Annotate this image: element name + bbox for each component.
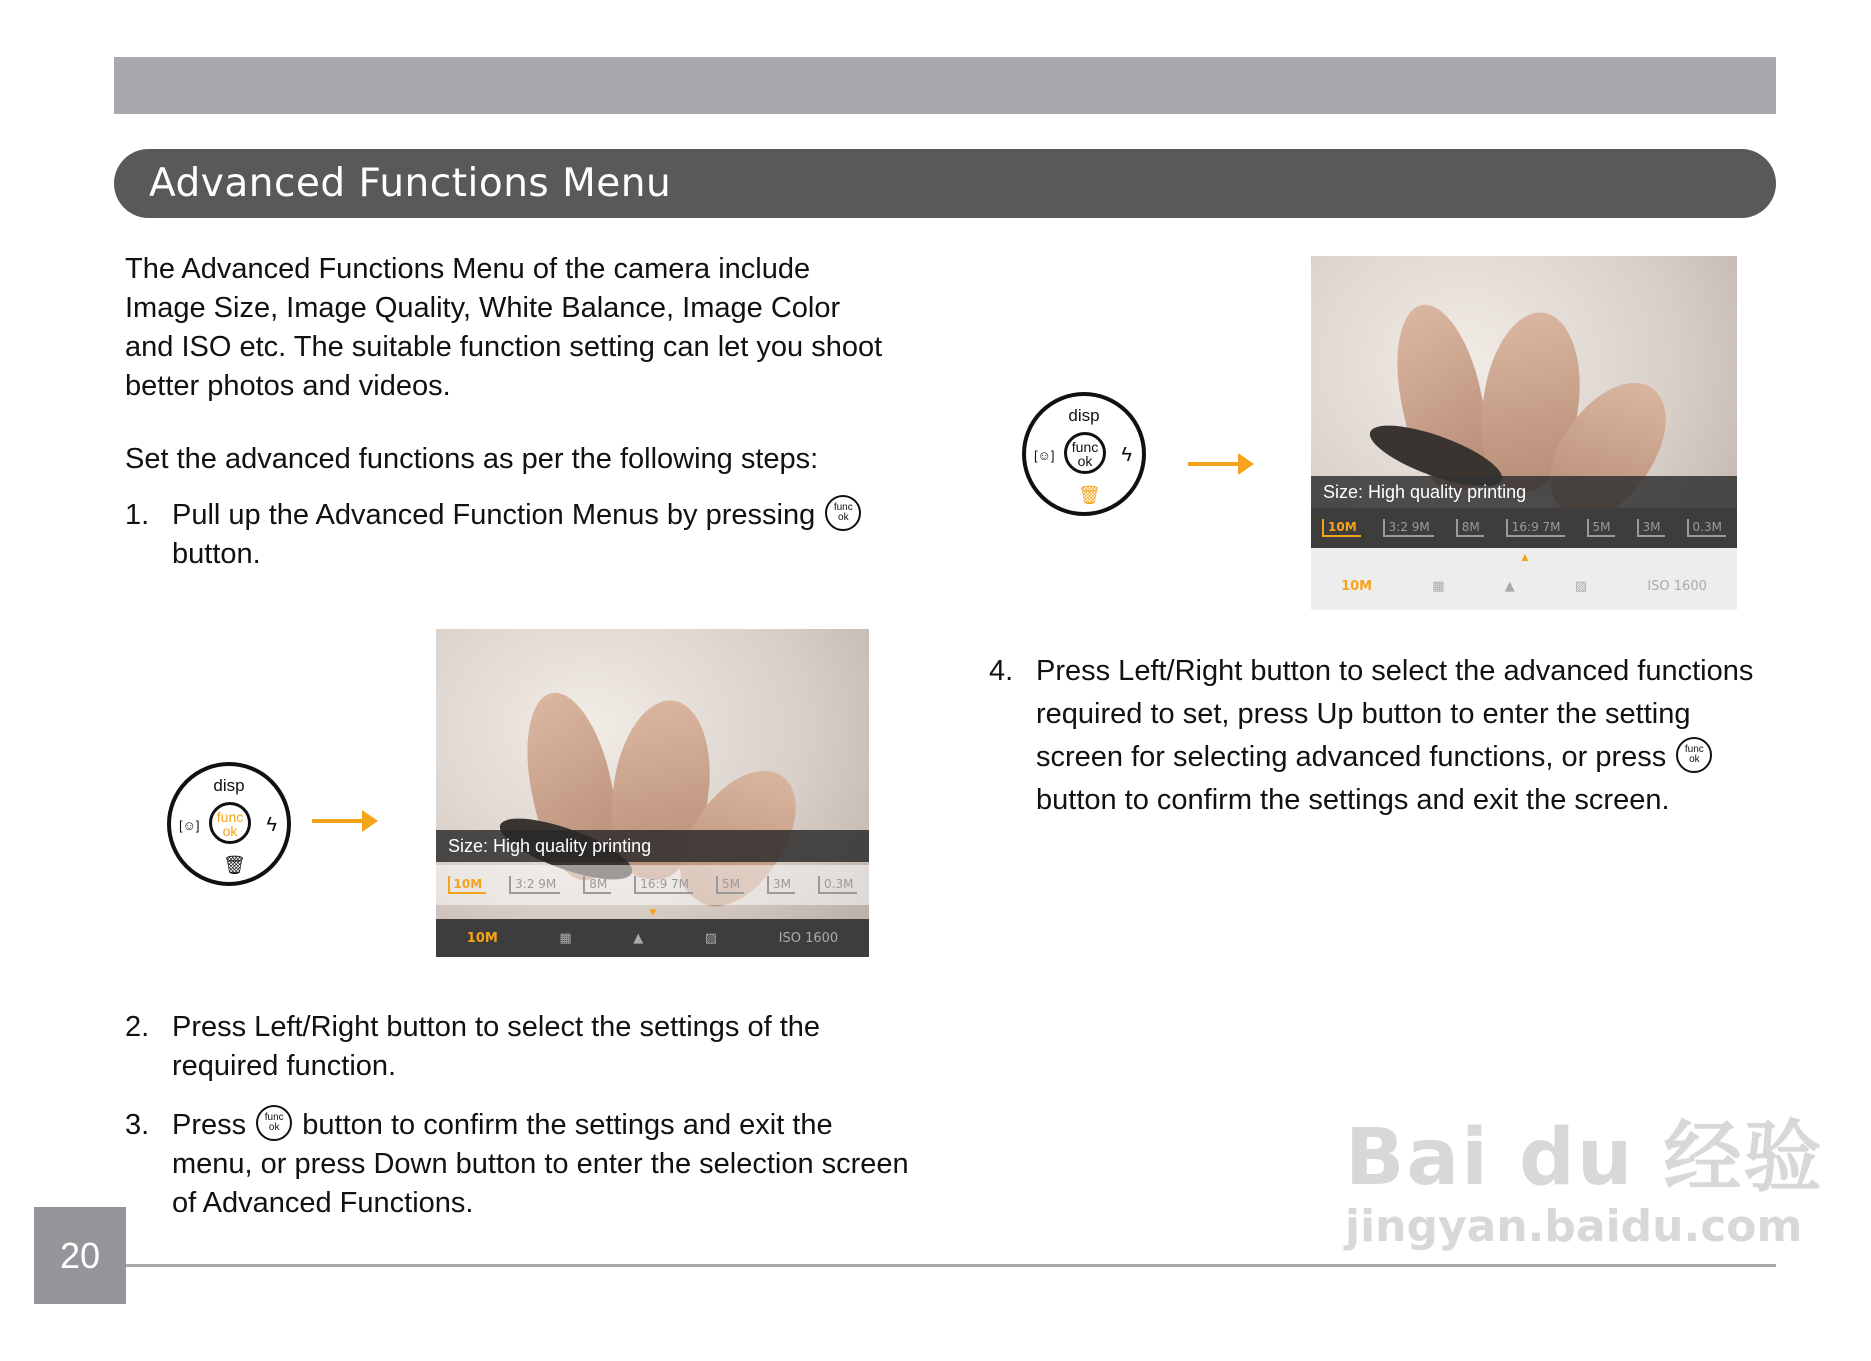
size-function-icon: 10M [1341,578,1373,594]
quality-icon: ▦ [559,930,572,946]
func-ok-icon: func ok [256,1105,292,1141]
step-text-cont: button to confirm the settings and exit the screen. [1036,784,1670,816]
step-text-cont: button. [172,538,261,570]
step-number: 2. [125,1011,150,1043]
camera-screen-1 [436,629,869,957]
intro-paragraph: The Advanced Functions Menu of the camera include Image Size, Image Quality, White Balance, Image Color and ISO etc. The suitable function setting can let you shoot better photos and videos. [125,253,883,402]
white-balance-icon: ▲ [633,930,644,946]
size-option: 3M [767,876,795,894]
down-caret-icon: ▼ [647,905,659,919]
size-option: 8M [583,876,611,894]
size-option: 0.3M [1687,519,1726,537]
size-function-icon: 10M [466,930,498,946]
step-number: 4. [989,655,1014,687]
size-option: 3:2 9M [1383,519,1434,537]
page-title: Advanced Functions Menu [149,161,672,206]
screen-caption: Size: High quality printing [1311,476,1737,508]
size-option: 0.3M [818,876,857,894]
size-option: 5M [1587,519,1615,537]
size-option: 10M [1322,519,1361,537]
size-option: 16:9 7M [1506,519,1565,537]
func-ok-icon: func ok [825,495,861,531]
top-bar [114,57,1776,114]
arrow-icon [312,819,364,823]
trash-icon: 🗑 [1078,485,1101,505]
color-icon: ▨ [1574,578,1588,594]
disp-label: disp [1068,406,1100,425]
arrow-icon [1188,462,1240,466]
size-option: 10M [448,876,487,894]
face-detect-icon: [☺] [1034,448,1055,463]
size-option: 3M [1637,519,1665,537]
function-icons [1311,566,1737,606]
size-option: 3:2 9M [509,876,560,894]
size-options [1311,508,1737,548]
disp-label: disp [213,776,245,795]
iso-icon: ISO 1600 [1647,578,1707,594]
bottom-rule [126,1264,1776,1267]
up-caret-icon: ▲ [1519,550,1531,564]
flash-icon: ϟ [1121,444,1132,466]
step-text: Pull up the Advanced Function Menus by pressing [172,499,816,531]
flash-icon: ϟ [266,814,277,836]
step-text: Press Left/Right button to select the advanced functions required to set, press Up button to enter the setting screen for selecting advanced functions, or press [1036,655,1754,773]
camera-screen-2 [1311,256,1737,610]
size-option: 16:9 7M [634,876,693,894]
func-ok-button: func ok [209,802,251,844]
step-number: 3. [125,1109,150,1141]
color-icon: ▨ [704,930,718,946]
camera-dial [1022,392,1146,516]
white-balance-icon: ▲ [1504,578,1515,594]
size-option: 8M [1456,519,1484,537]
step-number: 1. [125,499,150,531]
step-text: Press [172,1109,247,1141]
steps-intro: Set the advanced functions as per the following steps: [125,443,819,475]
trash-icon: 🗑 [223,855,246,875]
func-ok-icon: func ok [1676,737,1712,773]
size-options [436,865,869,905]
function-icons [436,919,869,957]
quality-icon: ▦ [1432,578,1445,594]
baidu-watermark: Bai du 经验 jingyan.baidu.com [1345,1113,1824,1252]
step-text: Press Left/Right button to select the settings of the required function. [172,1011,821,1082]
step-text-cont: button to confirm the settings and exit the menu, or press Down button to enter the selection screen of Advanced Functions. [172,1109,909,1219]
title-bar [114,149,1776,218]
iso-icon: ISO 1600 [778,930,839,946]
func-ok-button: func ok [1064,432,1106,474]
screen-caption: Size: High quality printing [436,830,869,862]
page-number: 20 [34,1207,126,1304]
camera-dial [167,762,291,886]
face-detect-icon: [☺] [179,818,200,833]
size-option: 5M [716,876,744,894]
